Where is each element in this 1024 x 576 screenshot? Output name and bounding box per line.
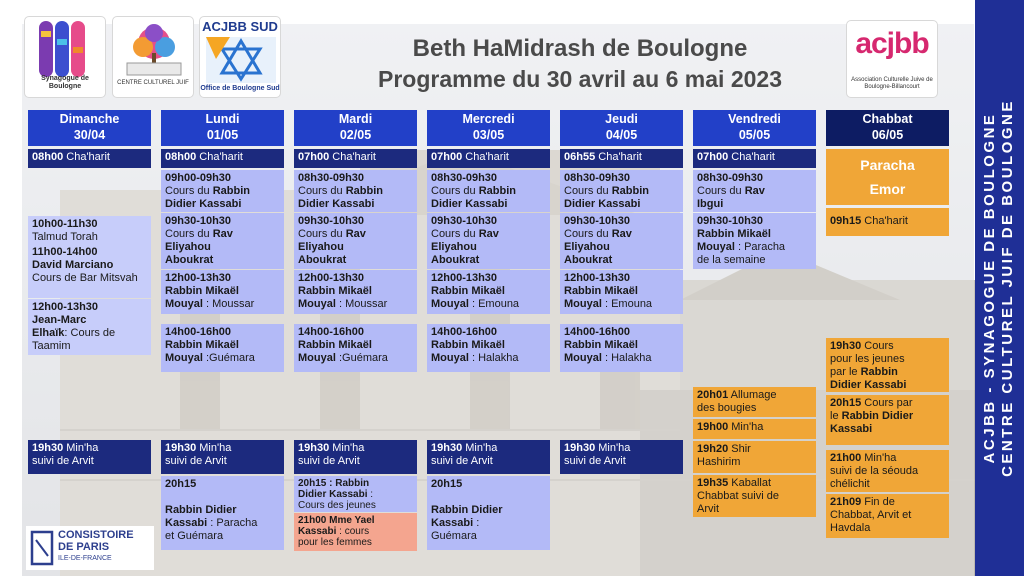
event-time: 07h00 — [697, 151, 729, 163]
event-rabbi: Jean-Marc — [32, 314, 87, 326]
day-name: Chabbat — [862, 112, 913, 126]
event-rabbi: Mouyal — [431, 352, 469, 364]
event-rabbi: Didier Kassabi — [431, 198, 508, 210]
event-rabbi: Rav — [478, 228, 499, 240]
event-text: suivi de Arvit — [431, 455, 493, 467]
event-vendredi-cours1 — [693, 170, 816, 212]
event-dimanche-talmud — [28, 216, 151, 244]
event-text: Cha'harit — [465, 151, 509, 163]
centre-culturel-logo — [112, 16, 194, 98]
event-text: pour les femmes — [298, 537, 372, 548]
event-mercredi-cours1 — [427, 170, 550, 212]
event-text: :Guémara — [338, 352, 388, 364]
event-vendredi-allumage — [693, 387, 816, 417]
event-time: 19h30 — [298, 442, 330, 454]
event-rabbi: Rabbin Mikaël — [298, 339, 372, 351]
event-text: : Emouna — [604, 298, 653, 310]
event-chabbat-cours — [826, 395, 949, 445]
event-rabbi: Rav — [212, 228, 233, 240]
consistoire-line3: ILE-DE-FRANCE — [58, 555, 112, 562]
event-time: 08h30-09h30 — [697, 172, 764, 184]
title-line2: Programme du 30 avril au 6 mai 2023 — [378, 66, 782, 92]
day-name: Mardi — [338, 112, 373, 126]
event-rabbi: Didier Kassabi — [830, 379, 907, 391]
event-vendredi-cours2 — [693, 213, 816, 269]
event-rabbi: Aboukrat — [564, 254, 613, 266]
event-text: Arvit — [697, 503, 719, 515]
event-text: suivi de Arvit — [165, 455, 227, 467]
event-text: Cours des jeunes — [298, 500, 376, 511]
event-time: 07h00 — [298, 151, 330, 163]
paracha-name: Emor — [869, 181, 906, 197]
event-time: 09h30-10h30 — [165, 215, 232, 227]
event-text: Shir — [731, 443, 751, 455]
day-date: 03/05 — [472, 128, 505, 142]
day-date: 05/05 — [738, 128, 771, 142]
event-mardi-jeunes — [294, 476, 417, 512]
event-vendredi-minha — [693, 419, 816, 439]
day-name: Lundi — [205, 112, 240, 126]
event-time: 08h00 — [32, 151, 64, 163]
event-text: Min'ha — [332, 442, 365, 454]
event-text: Talmud Torah — [32, 231, 98, 243]
event-text: : Paracha — [210, 517, 258, 529]
event-rabbi: Rabbin Mikaël — [298, 285, 372, 297]
event-rabbi: Rabbin Didier — [431, 504, 503, 516]
event-rabbi: Aboukrat — [165, 254, 214, 266]
event-rabbi: Mouyal — [165, 352, 203, 364]
event-rabbi: David Marciano — [32, 259, 114, 271]
event-time: 21h00 — [830, 452, 862, 464]
day-header-chabbat — [826, 110, 949, 146]
event-text: Cha'harit — [598, 151, 642, 163]
event-rabbi: Didier Kassabi — [564, 198, 641, 210]
event-time: 09h30-10h30 — [564, 215, 631, 227]
event-rabbi: Kassabi — [165, 517, 208, 529]
event-rabbi: Rabbin — [860, 366, 898, 378]
day-date: 01/05 — [206, 128, 239, 142]
event-text: : Paracha — [737, 241, 786, 253]
event-lundi-cours2 — [161, 213, 284, 269]
event-time: 09h00-09h30 — [165, 172, 232, 184]
event-rabbi: Mouyal — [165, 298, 203, 310]
sidebar-line2: CENTRE CULTUREL JUIF DE BOULOGNE — [999, 99, 1016, 477]
event-mardi-cours2 — [294, 213, 417, 269]
event-text: Fin de — [864, 496, 895, 508]
event-text: :Guémara — [205, 352, 255, 364]
event-time: 10h00-11h30 — [32, 218, 98, 230]
event-text: Chabbat suivi de — [697, 490, 779, 502]
event-rabbi: Mouyal — [431, 298, 469, 310]
day-header-vendredi — [693, 110, 816, 146]
event-rabbi: Rabbin Mikaël — [431, 339, 505, 351]
event-rabbi: Eliyahou — [564, 241, 610, 253]
event-rabbi: Eliyahou — [431, 241, 477, 253]
event-lundi-soir — [161, 476, 284, 550]
event-text: par le — [830, 366, 858, 378]
event-vendredi-shir — [693, 441, 816, 473]
sidebar-line1: ACJBB - SYNAGOGUE DE BOULOGNE — [981, 112, 998, 464]
event-time: 12h00-13h30 — [165, 272, 232, 284]
centre-culturel-caption: CENTRE CULTUREL JUIF — [117, 80, 189, 86]
event-rabbi: Rav — [611, 228, 632, 240]
event-text: : Halakha — [604, 352, 652, 364]
event-text: et Guémara — [165, 530, 224, 542]
event-time: 09h30-10h30 — [697, 215, 764, 227]
event-text: : Cours de Taamim — [32, 327, 116, 352]
event-time: 08h30-09h30 — [298, 172, 365, 184]
consistoire-line2: DE PARIS — [58, 541, 110, 553]
event-mercredi-soir — [427, 476, 550, 550]
day-date: 02/05 — [339, 128, 372, 142]
event-time: 14h00-16h00 — [564, 326, 631, 338]
event-mercredi-minha — [427, 440, 550, 474]
event-time: 12h00-13h30 — [298, 272, 365, 284]
day-name: Dimanche — [59, 112, 120, 126]
event-rabbi: Kassabi — [298, 526, 337, 537]
event-time: 12h00-13h30 — [32, 301, 99, 313]
acjbb-caption: Association Culturelle Juive de Boulogne-Billancourt — [851, 77, 933, 90]
event-time: 19h30 — [431, 442, 463, 454]
event-rabbi: Didier Kassabi — [165, 198, 242, 210]
consistoire-line1: CONSISTOIRE — [58, 529, 134, 541]
event-rabbi: Eliyahou — [298, 241, 344, 253]
event-chabbat-fin — [826, 494, 949, 538]
synagogue-logo-caption: Synagogue de Boulogne — [41, 75, 89, 90]
event-rabbi: Ibgui — [697, 198, 724, 210]
event-mercredi-cours3 — [427, 270, 550, 314]
event-text: Min'ha — [731, 421, 764, 433]
acjbb-sud-title: ACJBB SUD — [202, 19, 278, 34]
event-rabbi: Rabbin — [345, 185, 383, 197]
event-rabbi: Aboukrat — [431, 254, 480, 266]
event-mardi-cours4 — [294, 324, 417, 372]
event-rabbi: Kassabi — [431, 517, 474, 529]
event-text: : Halakha — [471, 352, 519, 364]
acjbb-wordmark: acjbb — [855, 27, 929, 60]
event-text: des bougies — [697, 402, 757, 414]
event-mardi-minha — [294, 440, 417, 474]
event-time: 08h30-09h30 — [431, 172, 498, 184]
event-text: suivi de Arvit — [564, 455, 626, 467]
event-text: Chabbat, Arvit et — [830, 509, 912, 521]
event-text: le — [830, 410, 839, 422]
event-mercredi-cours4 — [427, 324, 550, 372]
event-time: 20h15 — [431, 478, 463, 490]
event-lundi-minha — [161, 440, 284, 474]
event-text: Havdala — [830, 522, 871, 534]
event-time: 19h20 — [697, 443, 729, 455]
event-text: Cours du — [165, 185, 210, 197]
event-chabbat-jeunes — [826, 338, 949, 392]
event-text: suivi de Arvit — [298, 455, 360, 467]
event-time: 20h15 : Rabbin — [298, 478, 370, 489]
event-text: Cours de Bar Mitsvah — [32, 272, 138, 284]
paracha-label: Paracha — [860, 157, 915, 173]
event-rabbi: Mouyal — [298, 298, 336, 310]
event-text: Cha'harit — [66, 151, 110, 163]
event-time: 14h00-16h00 — [431, 326, 498, 338]
event-rabbi: Mouyal — [564, 352, 602, 364]
event-time: 19h00 — [697, 421, 729, 433]
sidebar-text — [981, 8, 1017, 568]
event-time: 09h30-10h30 — [431, 215, 498, 227]
event-text: Cours du — [298, 185, 343, 197]
event-rabbi: Mouyal — [564, 298, 602, 310]
event-text: : — [476, 517, 480, 529]
event-jeudi-cours4 — [560, 324, 683, 372]
day-header-lundi — [161, 110, 284, 146]
event-text: Min'ha — [598, 442, 631, 454]
event-jeudi-minha — [560, 440, 683, 474]
event-text: Cha'harit — [332, 151, 376, 163]
event-dimanche-bar-mitsvah — [28, 244, 151, 298]
event-chabbat-paracha — [826, 149, 949, 205]
event-time: 19h30 — [165, 442, 197, 454]
event-text: Allumage — [730, 389, 777, 401]
event-rabbi: Kassabi — [830, 423, 873, 435]
event-chabbat-chacharit — [826, 208, 949, 236]
event-time: 08h00 — [165, 151, 197, 163]
event-time: 20h15 — [830, 397, 862, 409]
event-text: : cours — [339, 526, 370, 537]
day-name: Jeudi — [605, 112, 638, 126]
event-lundi-chacharit — [161, 149, 284, 168]
event-time: 14h00-16h00 — [165, 326, 232, 338]
event-rabbi: Rabbin Mikaël — [697, 228, 771, 240]
title-line1: Beth HaMidrash de Boulogne — [412, 35, 748, 62]
event-mercredi-chacharit — [427, 149, 550, 168]
event-text: : Moussar — [338, 298, 388, 310]
event-time: 06h55 — [564, 151, 596, 163]
event-rabbi: Didier Kassabi — [298, 489, 368, 500]
acjbb-sud-logo — [199, 16, 281, 98]
event-text: Cha'harit — [864, 215, 908, 227]
event-text: Cours — [864, 340, 894, 352]
event-text: suivi de Arvit — [32, 455, 94, 467]
event-dimanche-chacharit — [28, 149, 151, 168]
event-time: 11h00-14h00 — [32, 246, 98, 258]
event-text: : Moussar — [205, 298, 255, 310]
event-rabbi: Rabbin Didier — [841, 410, 914, 422]
event-chabbat-minha — [826, 450, 949, 492]
event-text: Min'ha — [864, 452, 897, 464]
event-rabbi: Didier Kassabi — [298, 198, 375, 210]
event-text: de la semaine — [697, 254, 766, 266]
day-name: Vendredi — [728, 112, 781, 126]
event-text: Cours du — [165, 228, 210, 240]
day-header-dimanche — [28, 110, 151, 146]
event-text: Min'ha — [66, 442, 99, 454]
event-text: chélichit — [830, 478, 870, 490]
event-mardi-chacharit — [294, 149, 417, 168]
event-text: Min'ha — [465, 442, 498, 454]
event-rabbi: Elhaïk — [32, 327, 65, 339]
event-text: Cours du — [431, 185, 476, 197]
event-time: 21h09 — [830, 496, 862, 508]
event-rabbi: Rabbin — [478, 185, 516, 197]
day-header-mercredi — [427, 110, 550, 146]
event-jeudi-cours2 — [560, 213, 683, 269]
event-time: 08h30-09h30 — [564, 172, 631, 184]
acjbb-sud-caption: Office de Boulogne Sud — [200, 85, 280, 92]
event-text: : Emouna — [471, 298, 520, 310]
event-text: Cours du — [431, 228, 476, 240]
event-lundi-cours1 — [161, 170, 284, 212]
event-rabbi: Rabbin — [611, 185, 649, 197]
event-jeudi-cours3 — [560, 270, 683, 314]
event-rabbi: Eliyahou — [165, 241, 211, 253]
event-lundi-cours3 — [161, 270, 284, 314]
event-rabbi: Rabbin Didier — [165, 504, 237, 516]
event-time: 20h15 — [165, 478, 197, 490]
event-rabbi: Rabbin — [212, 185, 250, 197]
day-header-mardi — [294, 110, 417, 146]
event-rabbi: Mouyal — [697, 241, 735, 253]
event-text: Cha'harit — [199, 151, 243, 163]
event-time: 14h00-16h00 — [298, 326, 365, 338]
event-text: Guémara — [431, 530, 477, 542]
event-mercredi-cours2 — [427, 213, 550, 269]
event-rabbi: Rabbin Mikaël — [564, 285, 638, 297]
event-time: 21h00 Mme Yael — [298, 515, 375, 526]
event-vendredi-kabbalat — [693, 475, 816, 517]
event-time: 19h30 — [32, 442, 64, 454]
event-rabbi: Aboukrat — [298, 254, 347, 266]
event-text: Cours du — [697, 185, 742, 197]
scroll-icon — [30, 530, 54, 566]
event-text: Cours du — [298, 228, 343, 240]
page-title — [300, 34, 860, 94]
synagogue-logo — [24, 16, 106, 98]
day-header-jeudi — [560, 110, 683, 146]
star-of-david-icon — [206, 37, 276, 83]
event-text: Cours du — [564, 228, 609, 240]
event-time: 12h00-13h30 — [564, 272, 631, 284]
event-vendredi-chacharit — [693, 149, 816, 168]
event-text: Cours du — [564, 185, 609, 197]
day-date: 06/05 — [871, 128, 904, 142]
event-time: 07h00 — [431, 151, 463, 163]
event-jeudi-cours1 — [560, 170, 683, 212]
event-text: Hashirim — [697, 456, 741, 468]
event-dimanche-minha — [28, 440, 151, 474]
event-text: : — [370, 489, 374, 500]
event-text: pour les jeunes — [830, 353, 905, 365]
day-name: Mercredi — [462, 112, 515, 126]
event-mardi-cours1 — [294, 170, 417, 212]
event-time: 20h01 — [697, 389, 729, 401]
consistoire-logo — [26, 526, 154, 570]
event-time: 09h30-10h30 — [298, 215, 365, 227]
day-date: 04/05 — [605, 128, 638, 142]
event-text: Cha'harit — [731, 151, 775, 163]
event-rabbi: Rabbin Mikaël — [431, 285, 505, 297]
event-dimanche-taamim — [28, 299, 151, 355]
event-time: 19h30 — [830, 340, 862, 352]
event-text: Kaballat — [731, 477, 772, 489]
event-mardi-cours3 — [294, 270, 417, 314]
event-time: 19h35 — [697, 477, 729, 489]
day-date: 30/04 — [73, 128, 106, 142]
event-rabbi: Mouyal — [298, 352, 336, 364]
event-text: Cours par — [864, 397, 913, 409]
event-time: 12h00-13h30 — [431, 272, 498, 284]
event-jeudi-chacharit — [560, 149, 683, 168]
event-rabbi: Rabbin Mikaël — [165, 285, 239, 297]
event-text: Min'ha — [199, 442, 232, 454]
event-rabbi: Rabbin Mikaël — [165, 339, 239, 351]
event-time: 19h30 — [564, 442, 596, 454]
event-rabbi: Rav — [345, 228, 366, 240]
event-mardi-femmes — [294, 513, 417, 551]
event-time: 09h15 — [830, 215, 862, 227]
event-rabbi: Rabbin Mikaël — [564, 339, 638, 351]
event-text: suivi de la séouda — [830, 465, 919, 477]
event-lundi-cours4 — [161, 324, 284, 372]
event-rabbi: Rav — [744, 185, 765, 197]
